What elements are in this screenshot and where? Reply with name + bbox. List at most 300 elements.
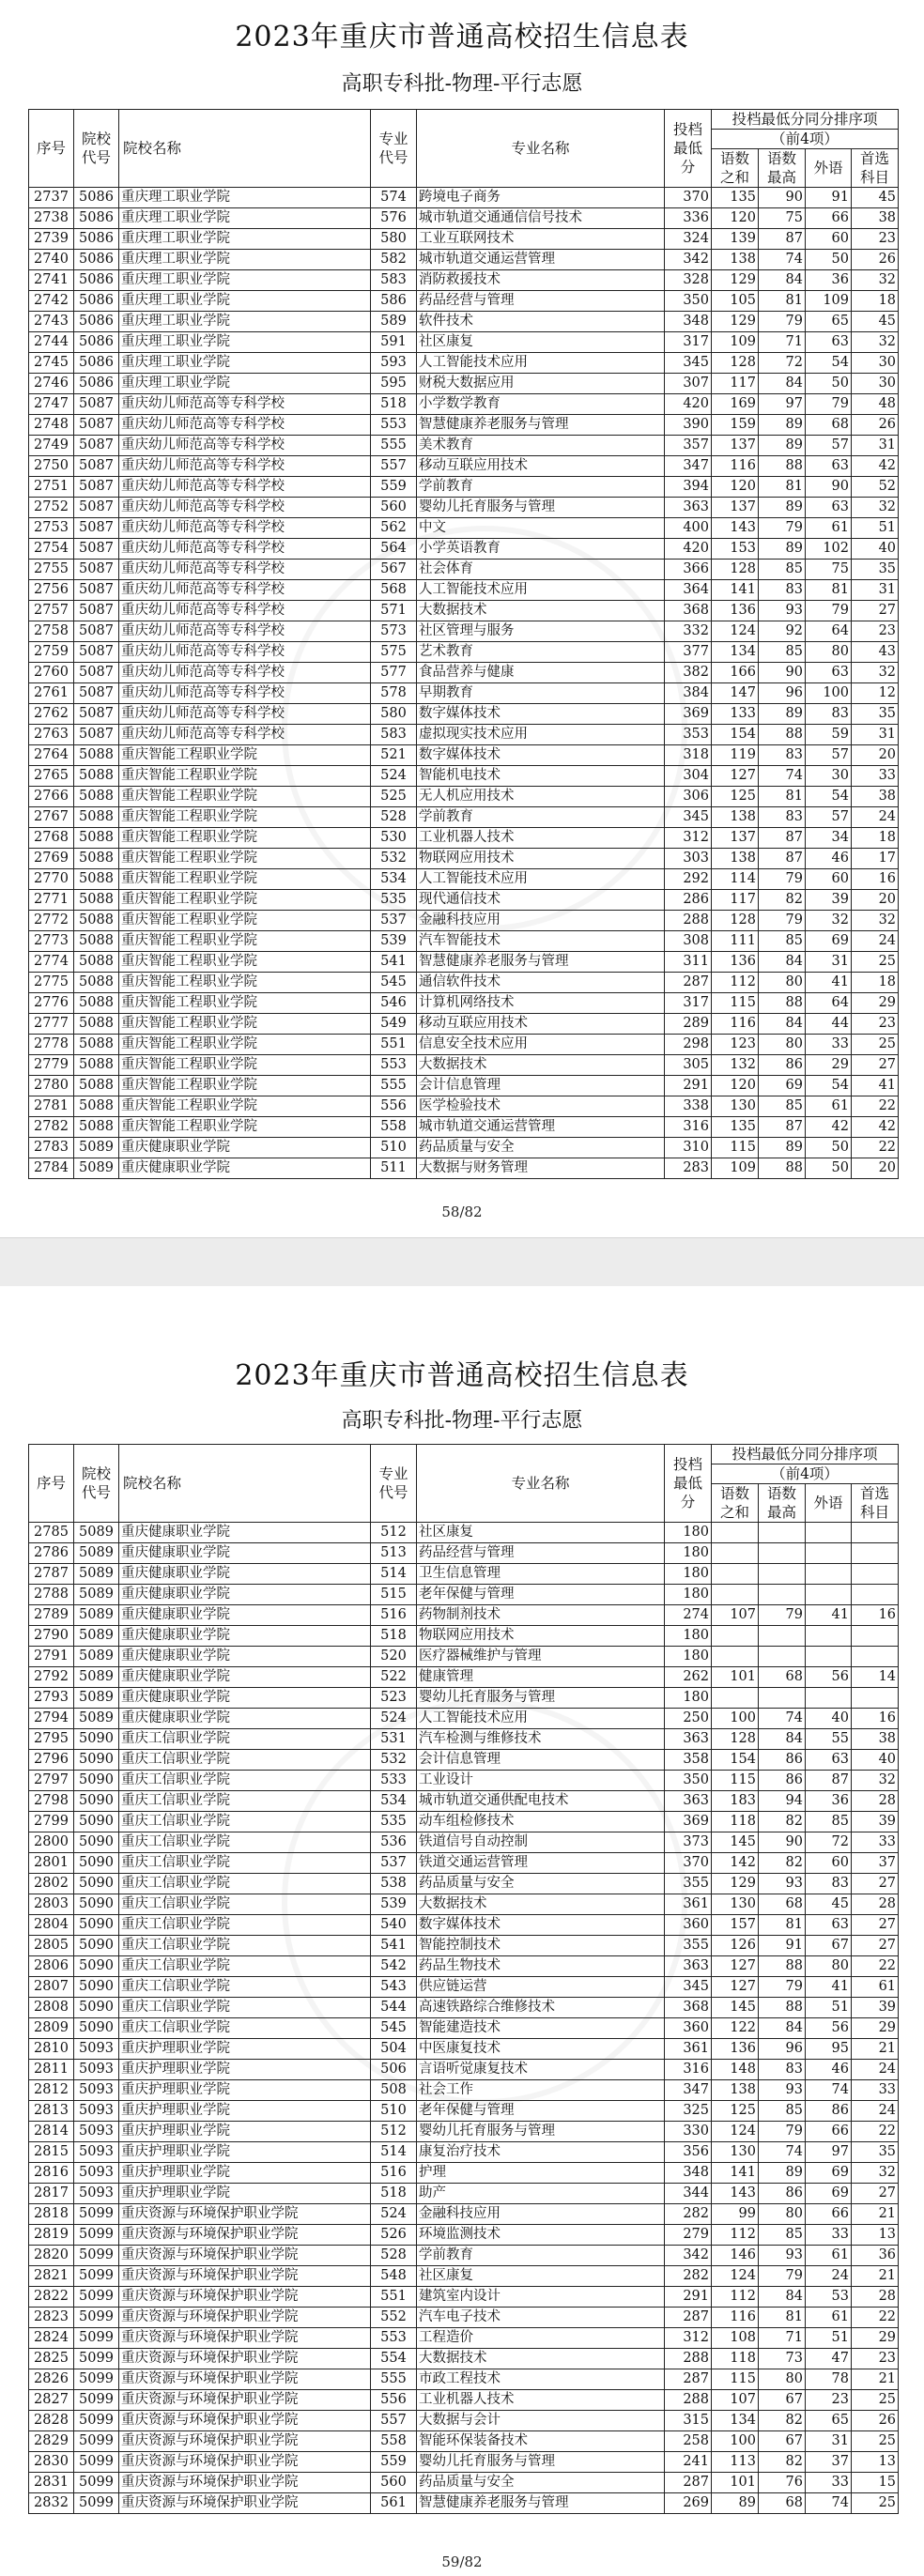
cell-school-code: 5093 — [74, 2184, 119, 2204]
cell-min-score: 332 — [665, 621, 712, 642]
cell-min-score: 360 — [665, 1915, 712, 1936]
cell-major-code: 518 — [371, 394, 417, 415]
header-chinese-math-max: 语数最高 — [759, 1484, 806, 1523]
cell-seq: 2799 — [29, 1812, 74, 1832]
cell-school-code: 5099 — [74, 2390, 119, 2411]
cell-school-code: 5086 — [74, 312, 119, 332]
cell-chinese-math: 109 — [712, 1158, 759, 1179]
cell-seq: 2769 — [29, 849, 74, 869]
table-row — [29, 993, 899, 1014]
cell-major-code: 524 — [371, 766, 417, 787]
cell-seq: 2766 — [29, 787, 74, 807]
cell-min-score: 289 — [665, 1014, 712, 1035]
cell-chinese-math-max: 83 — [759, 580, 806, 601]
cell-seq: 2750 — [29, 456, 74, 477]
cell-school-name: 重庆健康职业学院 — [119, 1585, 371, 1605]
header-elective: 首选科目 — [852, 1484, 899, 1523]
cell-seq: 2747 — [29, 394, 74, 415]
table-row — [29, 2493, 899, 2514]
cell-elective: 20 — [852, 1158, 899, 1179]
cell-major-code: 562 — [371, 518, 417, 539]
cell-school-code: 5087 — [74, 621, 119, 642]
cell-min-score: 306 — [665, 787, 712, 807]
cell-school-code: 5086 — [74, 353, 119, 374]
cell-school-code: 5087 — [74, 518, 119, 539]
cell-major-name: 汽车电子技术 — [417, 2308, 665, 2328]
cell-major-code: 510 — [371, 2101, 417, 2122]
cell-major-code: 551 — [371, 2287, 417, 2308]
cell-school-name: 重庆幼儿师范高等专科学校 — [119, 518, 371, 539]
table-row — [29, 766, 899, 787]
cell-chinese-math-max: 81 — [759, 291, 806, 312]
cell-english: 74 — [806, 2080, 852, 2101]
cell-school-name: 重庆幼儿师范高等专科学校 — [119, 498, 371, 518]
cell-seq: 2805 — [29, 1936, 74, 1956]
cell-school-code: 5090 — [74, 1812, 119, 1832]
cell-seq: 2789 — [29, 1605, 74, 1626]
cell-chinese-math-max: 88 — [759, 456, 806, 477]
cell-min-score: 345 — [665, 353, 712, 374]
cell-english: 65 — [806, 2411, 852, 2431]
cell-english: 63 — [806, 1750, 852, 1771]
cell-major-name: 财税大数据应用 — [417, 374, 665, 394]
cell-chinese-math: 145 — [712, 1998, 759, 2018]
table-row — [29, 2349, 899, 2369]
cell-min-score: 317 — [665, 993, 712, 1014]
cell-major-name: 社会体育 — [417, 560, 665, 580]
table-row — [29, 869, 899, 890]
cell-chinese-math: 107 — [712, 1605, 759, 1626]
cell-seq: 2822 — [29, 2287, 74, 2308]
cell-major-name: 移动互联应用技术 — [417, 1014, 665, 1035]
cell-major-code: 574 — [371, 188, 417, 208]
cell-major-name: 城市轨道交通运营管理 — [417, 1117, 665, 1138]
cell-chinese-math: 154 — [712, 1750, 759, 1771]
cell-major-name: 金融科技应用 — [417, 2204, 665, 2225]
cell-seq: 2821 — [29, 2266, 74, 2287]
cell-english: 63 — [806, 663, 852, 683]
cell-chinese-math: 128 — [712, 911, 759, 931]
cell-chinese-math-max: 88 — [759, 1158, 806, 1179]
cell-major-name: 婴幼儿托育服务与管理 — [417, 1688, 665, 1709]
cell-chinese-math-max: 87 — [759, 828, 806, 849]
cell-elective: 20 — [852, 890, 899, 911]
cell-chinese-math-max: 93 — [759, 1874, 806, 1894]
table-row — [29, 2308, 899, 2328]
cell-chinese-math: 116 — [712, 456, 759, 477]
cell-chinese-math: 138 — [712, 250, 759, 270]
cell-major-name: 康复治疗技术 — [417, 2142, 665, 2163]
cell-major-name: 美术教育 — [417, 436, 665, 456]
cell-seq: 2776 — [29, 993, 74, 1014]
table-row — [29, 1138, 899, 1158]
cell-chinese-math: 117 — [712, 890, 759, 911]
cell-min-score: 180 — [665, 1626, 712, 1647]
cell-school-name: 重庆智能工程职业学院 — [119, 973, 371, 993]
cell-chinese-math-max — [759, 1523, 806, 1543]
header-school-name: 院校名称 — [119, 110, 371, 188]
cell-seq: 2770 — [29, 869, 74, 890]
cell-min-score: 318 — [665, 745, 712, 766]
cell-english — [806, 1688, 852, 1709]
cell-school-name: 重庆智能工程职业学院 — [119, 869, 371, 890]
cell-elective: 26 — [852, 2411, 899, 2431]
cell-major-code: 567 — [371, 560, 417, 580]
cell-major-code: 534 — [371, 1791, 417, 1812]
cell-major-name: 跨境电子商务 — [417, 188, 665, 208]
cell-major-code: 504 — [371, 2039, 417, 2060]
cell-english — [806, 1523, 852, 1543]
cell-elective: 21 — [852, 2204, 899, 2225]
cell-chinese-math: 134 — [712, 642, 759, 663]
cell-english: 65 — [806, 312, 852, 332]
cell-elective: 27 — [852, 2184, 899, 2204]
cell-school-name: 重庆智能工程职业学院 — [119, 890, 371, 911]
cell-english: 39 — [806, 890, 852, 911]
cell-min-score: 377 — [665, 642, 712, 663]
cell-chinese-math: 116 — [712, 2308, 759, 2328]
cell-english: 23 — [806, 2390, 852, 2411]
cell-major-code: 537 — [371, 911, 417, 931]
cell-major-code: 553 — [371, 1055, 417, 1076]
cell-english: 81 — [806, 580, 852, 601]
cell-school-code: 5089 — [74, 1605, 119, 1626]
cell-major-name: 大数据与会计 — [417, 2411, 665, 2431]
table-row — [29, 1055, 899, 1076]
cell-seq: 2829 — [29, 2431, 74, 2452]
table-row — [29, 890, 899, 911]
table-row — [29, 1977, 899, 1998]
cell-min-score: 310 — [665, 1138, 712, 1158]
cell-school-code: 5090 — [74, 2018, 119, 2039]
cell-min-score: 355 — [665, 1874, 712, 1894]
cell-min-score: 303 — [665, 849, 712, 869]
cell-major-name: 数字媒体技术 — [417, 1915, 665, 1936]
cell-seq: 2746 — [29, 374, 74, 394]
cell-school-code: 5087 — [74, 683, 119, 704]
cell-chinese-math: 138 — [712, 2080, 759, 2101]
cell-school-code: 5090 — [74, 1894, 119, 1915]
cell-school-code: 5089 — [74, 1158, 119, 1179]
cell-min-score: 348 — [665, 312, 712, 332]
cell-major-name: 大数据技术 — [417, 1894, 665, 1915]
table-row — [29, 2080, 899, 2101]
cell-major-code: 532 — [371, 849, 417, 869]
cell-elective: 25 — [852, 1035, 899, 1055]
cell-school-name: 重庆资源与环境保护职业学院 — [119, 2390, 371, 2411]
cell-elective: 23 — [852, 2349, 899, 2369]
cell-major-name: 学前教育 — [417, 807, 665, 828]
cell-seq: 2801 — [29, 1853, 74, 1874]
cell-chinese-math-max: 79 — [759, 1977, 806, 1998]
cell-seq: 2742 — [29, 291, 74, 312]
cell-english: 53 — [806, 2287, 852, 2308]
cell-major-code: 512 — [371, 1523, 417, 1543]
cell-english: 36 — [806, 270, 852, 291]
cell-school-code: 5088 — [74, 1117, 119, 1138]
header-major-code: 专业代号 — [371, 110, 417, 188]
cell-elective: 23 — [852, 1014, 899, 1035]
cell-chinese-math: 127 — [712, 766, 759, 787]
cell-school-code: 5086 — [74, 374, 119, 394]
cell-school-code: 5088 — [74, 973, 119, 993]
table-row — [29, 2122, 899, 2142]
cell-english: 80 — [806, 642, 852, 663]
cell-school-code: 5086 — [74, 270, 119, 291]
cell-elective — [852, 1626, 899, 1647]
cell-english: 50 — [806, 1138, 852, 1158]
table-row — [29, 952, 899, 973]
cell-major-code: 537 — [371, 1853, 417, 1874]
cell-major-code: 551 — [371, 1035, 417, 1055]
cell-major-name: 会计信息管理 — [417, 1076, 665, 1096]
cell-chinese-math — [712, 1523, 759, 1543]
cell-major-code: 545 — [371, 973, 417, 993]
cell-chinese-math-max: 74 — [759, 250, 806, 270]
table-row — [29, 477, 899, 498]
cell-seq: 2758 — [29, 621, 74, 642]
cell-elective: 21 — [852, 2039, 899, 2060]
cell-major-name: 智慧健康养老服务与管理 — [417, 415, 665, 436]
cell-school-name: 重庆护理职业学院 — [119, 2142, 371, 2163]
cell-elective: 42 — [852, 456, 899, 477]
table-row — [29, 849, 899, 869]
cell-school-code: 5086 — [74, 291, 119, 312]
cell-english: 78 — [806, 2369, 852, 2390]
cell-elective: 16 — [852, 1605, 899, 1626]
cell-school-name: 重庆智能工程职业学院 — [119, 745, 371, 766]
cell-school-code: 5089 — [74, 1688, 119, 1709]
cell-chinese-math-max: 86 — [759, 1750, 806, 1771]
cell-major-name: 铁道交通运营管理 — [417, 1853, 665, 1874]
cell-elective: 29 — [852, 993, 899, 1014]
cell-school-name: 重庆工信职业学院 — [119, 1812, 371, 1832]
cell-elective: 22 — [852, 1096, 899, 1117]
cell-min-score: 287 — [665, 2308, 712, 2328]
cell-english: 46 — [806, 849, 852, 869]
cell-seq: 2781 — [29, 1096, 74, 1117]
cell-major-code: 528 — [371, 2246, 417, 2266]
cell-chinese-math-max: 68 — [759, 2493, 806, 2514]
table-row — [29, 704, 899, 725]
cell-chinese-math: 118 — [712, 1812, 759, 1832]
cell-school-name: 重庆智能工程职业学院 — [119, 993, 371, 1014]
cell-major-code: 525 — [371, 787, 417, 807]
table-row — [29, 2369, 899, 2390]
cell-major-code: 556 — [371, 2390, 417, 2411]
table-row — [29, 456, 899, 477]
cell-min-score: 287 — [665, 973, 712, 993]
cell-chinese-math: 133 — [712, 704, 759, 725]
cell-major-name: 药品生物技术 — [417, 1956, 665, 1977]
cell-chinese-math-max: 87 — [759, 1117, 806, 1138]
cell-major-name: 现代通信技术 — [417, 890, 665, 911]
cell-school-name: 重庆智能工程职业学院 — [119, 807, 371, 828]
cell-min-score: 292 — [665, 869, 712, 890]
cell-seq: 2748 — [29, 415, 74, 436]
cell-major-code: 557 — [371, 2411, 417, 2431]
cell-school-code: 5089 — [74, 1585, 119, 1605]
table-row — [29, 1096, 899, 1117]
cell-min-score: 361 — [665, 1894, 712, 1915]
cell-major-name: 言语听觉康复技术 — [417, 2060, 665, 2080]
cell-chinese-math: 120 — [712, 208, 759, 229]
cell-chinese-math-max — [759, 1626, 806, 1647]
cell-major-code: 544 — [371, 1998, 417, 2018]
cell-chinese-math-max: 82 — [759, 1812, 806, 1832]
cell-school-code: 5093 — [74, 2101, 119, 2122]
cell-chinese-math: 130 — [712, 1894, 759, 1915]
cell-major-code: 539 — [371, 931, 417, 952]
cell-elective: 35 — [852, 560, 899, 580]
cell-school-name: 重庆资源与环境保护职业学院 — [119, 2246, 371, 2266]
cell-school-code: 5088 — [74, 787, 119, 807]
cell-elective: 33 — [852, 1832, 899, 1853]
cell-seq: 2811 — [29, 2060, 74, 2080]
cell-english: 74 — [806, 2493, 852, 2514]
cell-school-code: 5093 — [74, 2142, 119, 2163]
cell-school-code: 5086 — [74, 208, 119, 229]
table-row — [29, 2431, 899, 2452]
cell-chinese-math-max: 84 — [759, 2287, 806, 2308]
cell-school-name: 重庆资源与环境保护职业学院 — [119, 2266, 371, 2287]
cell-chinese-math-max: 85 — [759, 2101, 806, 2122]
cell-chinese-math: 99 — [712, 2204, 759, 2225]
cell-min-score: 345 — [665, 1977, 712, 1998]
cell-chinese-math-max: 79 — [759, 1605, 806, 1626]
cell-school-name: 重庆幼儿师范高等专科学校 — [119, 663, 371, 683]
cell-english: 54 — [806, 353, 852, 374]
cell-chinese-math-max: 87 — [759, 849, 806, 869]
table-row — [29, 1894, 899, 1915]
cell-school-name: 重庆幼儿师范高等专科学校 — [119, 580, 371, 601]
cell-chinese-math: 120 — [712, 477, 759, 498]
cell-school-code: 5099 — [74, 2308, 119, 2328]
page-title: 2023年重庆市普通高校招生信息表 — [235, 21, 689, 54]
cell-school-name: 重庆理工职业学院 — [119, 312, 371, 332]
cell-school-code: 5088 — [74, 1014, 119, 1035]
admission-table — [28, 1444, 899, 2514]
cell-min-score: 291 — [665, 2287, 712, 2308]
cell-school-code: 5087 — [74, 580, 119, 601]
cell-school-code: 5099 — [74, 2411, 119, 2431]
cell-seq: 2739 — [29, 229, 74, 250]
table-row — [29, 1832, 899, 1853]
cell-chinese-math: 115 — [712, 2369, 759, 2390]
cell-min-score: 400 — [665, 518, 712, 539]
cell-school-name: 重庆智能工程职业学院 — [119, 952, 371, 973]
cell-major-name: 人工智能技术应用 — [417, 580, 665, 601]
cell-school-code: 5090 — [74, 1874, 119, 1894]
cell-major-code: 515 — [371, 1585, 417, 1605]
cell-english: 33 — [806, 2225, 852, 2246]
cell-major-name: 健康管理 — [417, 1667, 665, 1688]
cell-school-name: 重庆智能工程职业学院 — [119, 1055, 371, 1076]
cell-elective: 25 — [852, 2390, 899, 2411]
cell-school-name: 重庆智能工程职业学院 — [119, 1076, 371, 1096]
cell-min-score: 390 — [665, 415, 712, 436]
cell-seq: 2792 — [29, 1667, 74, 1688]
cell-chinese-math-max: 85 — [759, 931, 806, 952]
cell-major-code: 516 — [371, 2163, 417, 2184]
cell-elective: 40 — [852, 1750, 899, 1771]
cell-chinese-math — [712, 1688, 759, 1709]
cell-school-name: 重庆智能工程职业学院 — [119, 1035, 371, 1055]
table-row — [29, 229, 899, 250]
admission-table — [28, 109, 899, 1179]
table-row — [29, 1853, 899, 1874]
cell-chinese-math: 112 — [712, 973, 759, 993]
cell-chinese-math-max: 69 — [759, 1076, 806, 1096]
table-row — [29, 973, 899, 993]
cell-chinese-math: 122 — [712, 2018, 759, 2039]
cell-major-code: 539 — [371, 1894, 417, 1915]
cell-elective: 38 — [852, 208, 899, 229]
cell-elective: 21 — [852, 2369, 899, 2390]
cell-english: 40 — [806, 1709, 852, 1729]
cell-english: 87 — [806, 1771, 852, 1791]
cell-school-name: 重庆幼儿师范高等专科学校 — [119, 436, 371, 456]
cell-major-name: 无人机应用技术 — [417, 787, 665, 807]
cell-english: 69 — [806, 2163, 852, 2184]
cell-min-score: 355 — [665, 1936, 712, 1956]
cell-english: 56 — [806, 2018, 852, 2039]
cell-elective: 13 — [852, 2452, 899, 2473]
cell-school-name: 重庆理工职业学院 — [119, 270, 371, 291]
cell-seq: 2788 — [29, 1585, 74, 1605]
cell-major-name: 婴幼儿托育服务与管理 — [417, 2122, 665, 2142]
cell-elective: 39 — [852, 1812, 899, 1832]
table-row — [29, 374, 899, 394]
cell-elective: 28 — [852, 1791, 899, 1812]
cell-school-name: 重庆护理职业学院 — [119, 2184, 371, 2204]
cell-major-name: 数字媒体技术 — [417, 745, 665, 766]
cell-chinese-math-max: 73 — [759, 2349, 806, 2369]
cell-school-name: 重庆工信职业学院 — [119, 1853, 371, 1874]
cell-min-score: 283 — [665, 1158, 712, 1179]
table-row — [29, 1543, 899, 1564]
cell-major-name: 智能环保装备技术 — [417, 2431, 665, 2452]
cell-seq: 2751 — [29, 477, 74, 498]
cell-seq: 2763 — [29, 725, 74, 745]
table-row — [29, 250, 899, 270]
cell-chinese-math-max: 93 — [759, 601, 806, 621]
cell-chinese-math-max: 89 — [759, 704, 806, 725]
cell-major-code: 580 — [371, 229, 417, 250]
cell-chinese-math-max: 84 — [759, 2018, 806, 2039]
cell-elective: 27 — [852, 1055, 899, 1076]
cell-seq: 2755 — [29, 560, 74, 580]
cell-major-name: 供应链运营 — [417, 1977, 665, 1998]
cell-major-code: 533 — [371, 1771, 417, 1791]
cell-chinese-math-max: 86 — [759, 2184, 806, 2204]
cell-school-name: 重庆资源与环境保护职业学院 — [119, 2308, 371, 2328]
cell-min-score: 241 — [665, 2452, 712, 2473]
cell-seq: 2791 — [29, 1647, 74, 1667]
cell-chinese-math: 109 — [712, 332, 759, 353]
cell-elective: 14 — [852, 1667, 899, 1688]
cell-seq: 2772 — [29, 911, 74, 931]
cell-seq: 2764 — [29, 745, 74, 766]
cell-chinese-math-max: 83 — [759, 745, 806, 766]
cell-chinese-math-max: 79 — [759, 911, 806, 931]
cell-min-score: 363 — [665, 1956, 712, 1977]
header-school-name: 院校名称 — [119, 1445, 371, 1523]
cell-seq: 2741 — [29, 270, 74, 291]
cell-min-score: 288 — [665, 911, 712, 931]
cell-school-name: 重庆护理职业学院 — [119, 2039, 371, 2060]
cell-chinese-math-max: 74 — [759, 2142, 806, 2163]
